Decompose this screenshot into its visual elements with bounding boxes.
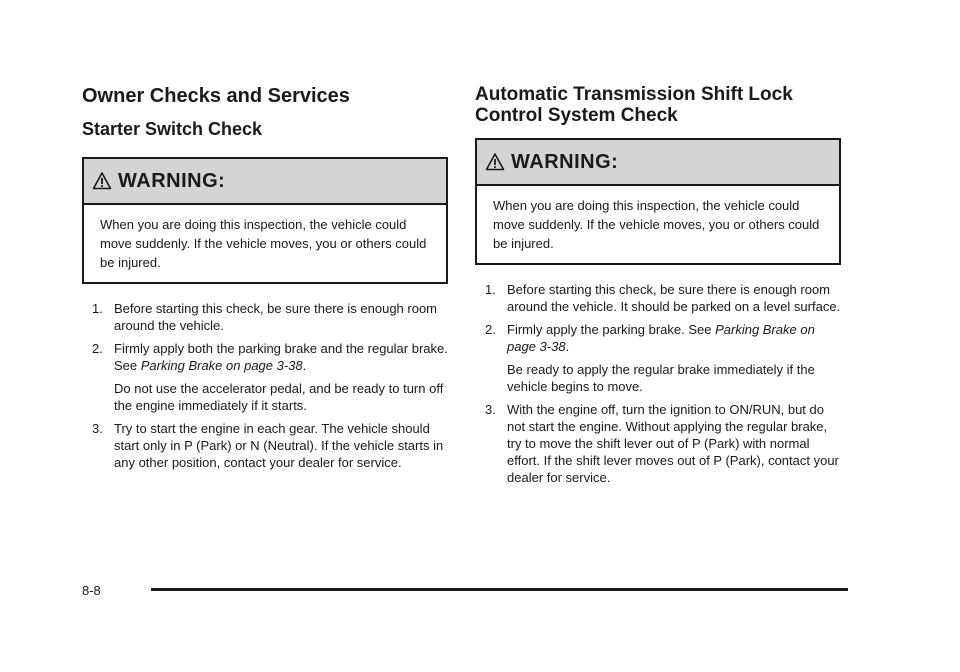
warning-title: WARNING:: [511, 150, 619, 173]
right-column: [475, 84, 841, 492]
page-reference-link[interactable]: Parking Brake on page 3‑38: [140, 358, 303, 373]
step-content: [507, 321, 841, 395]
step-text: Firmly apply both the parking brake and the regular brake. See: [114, 341, 448, 373]
warning-text: When you are doing this inspection, the vehicle could move suddenly. If the vehicle moves, you or others could be injured.: [493, 198, 820, 251]
step-number: 2.: [485, 322, 496, 337]
subsection-title-shift-lock: Automatic Transmission Shift Lock Control System Check: [475, 84, 793, 126]
list-item: [92, 340, 448, 414]
warning-triangle-icon: [92, 171, 112, 191]
section-title: Owner Checks and Services: [82, 85, 350, 107]
steps-list: [82, 300, 448, 471]
step-number: 2.: [92, 341, 103, 356]
steps-list: [475, 281, 841, 486]
step-text: Before starting this check, be sure there is enough room around the vehicle.: [114, 301, 438, 333]
step-number: 1.: [92, 301, 103, 316]
warning-box: [82, 157, 448, 284]
warning-triangle-icon: [485, 152, 505, 172]
warning-box: [475, 138, 841, 265]
step-note: Be ready to apply the regular brake immediately if the vehicle begins to move.: [507, 362, 815, 394]
list-item: [92, 300, 448, 334]
step-punct: .: [302, 358, 307, 373]
step-number: 1.: [485, 282, 496, 297]
subsection-title-starter-switch: Starter Switch Check: [82, 119, 263, 139]
list-item: [485, 321, 841, 395]
step-content: [114, 340, 448, 414]
warning-title: WARNING:: [118, 169, 226, 192]
step-note: Do not use the accelerator pedal, and be ready to turn off the engine immediately if it starts.: [114, 381, 444, 413]
list-item: [485, 401, 841, 486]
list-item: [485, 281, 841, 315]
left-column: [82, 84, 448, 477]
step-text: Firmly apply the parking brake. See: [507, 322, 716, 337]
step-punct: .: [565, 339, 570, 354]
step-number: 3.: [92, 421, 103, 436]
step-text: Try to start the engine in each gear. The vehicle should start only in P (Park) or N (Neutral). If the vehicle starts in any other position, contact your dealer for service.: [114, 421, 444, 470]
step-text: With the engine off, turn the ignition to ON/RUN, but do not start the engine. Without applying the regular brake, try to move the shift lever out of P (Park) with normal effort. If the shift lever moves out of P (Park), contact your dealer for service.: [507, 402, 839, 485]
step-text: Before starting this check, be sure there is enough room around the vehicle. It should be parked on a level surface.: [507, 282, 841, 314]
page-number: 8-8: [82, 583, 101, 598]
list-item: [92, 420, 448, 471]
step-number: 3.: [485, 402, 496, 417]
footer-divider: [151, 588, 848, 591]
page-reference-link[interactable]: Parking Brake on page 3‑38: [507, 322, 815, 354]
warning-header: [84, 159, 446, 205]
warning-header: [477, 140, 839, 186]
warning-text: When you are doing this inspection, the vehicle could move suddenly. If the vehicle moves, you or others could be injured.: [100, 217, 427, 270]
